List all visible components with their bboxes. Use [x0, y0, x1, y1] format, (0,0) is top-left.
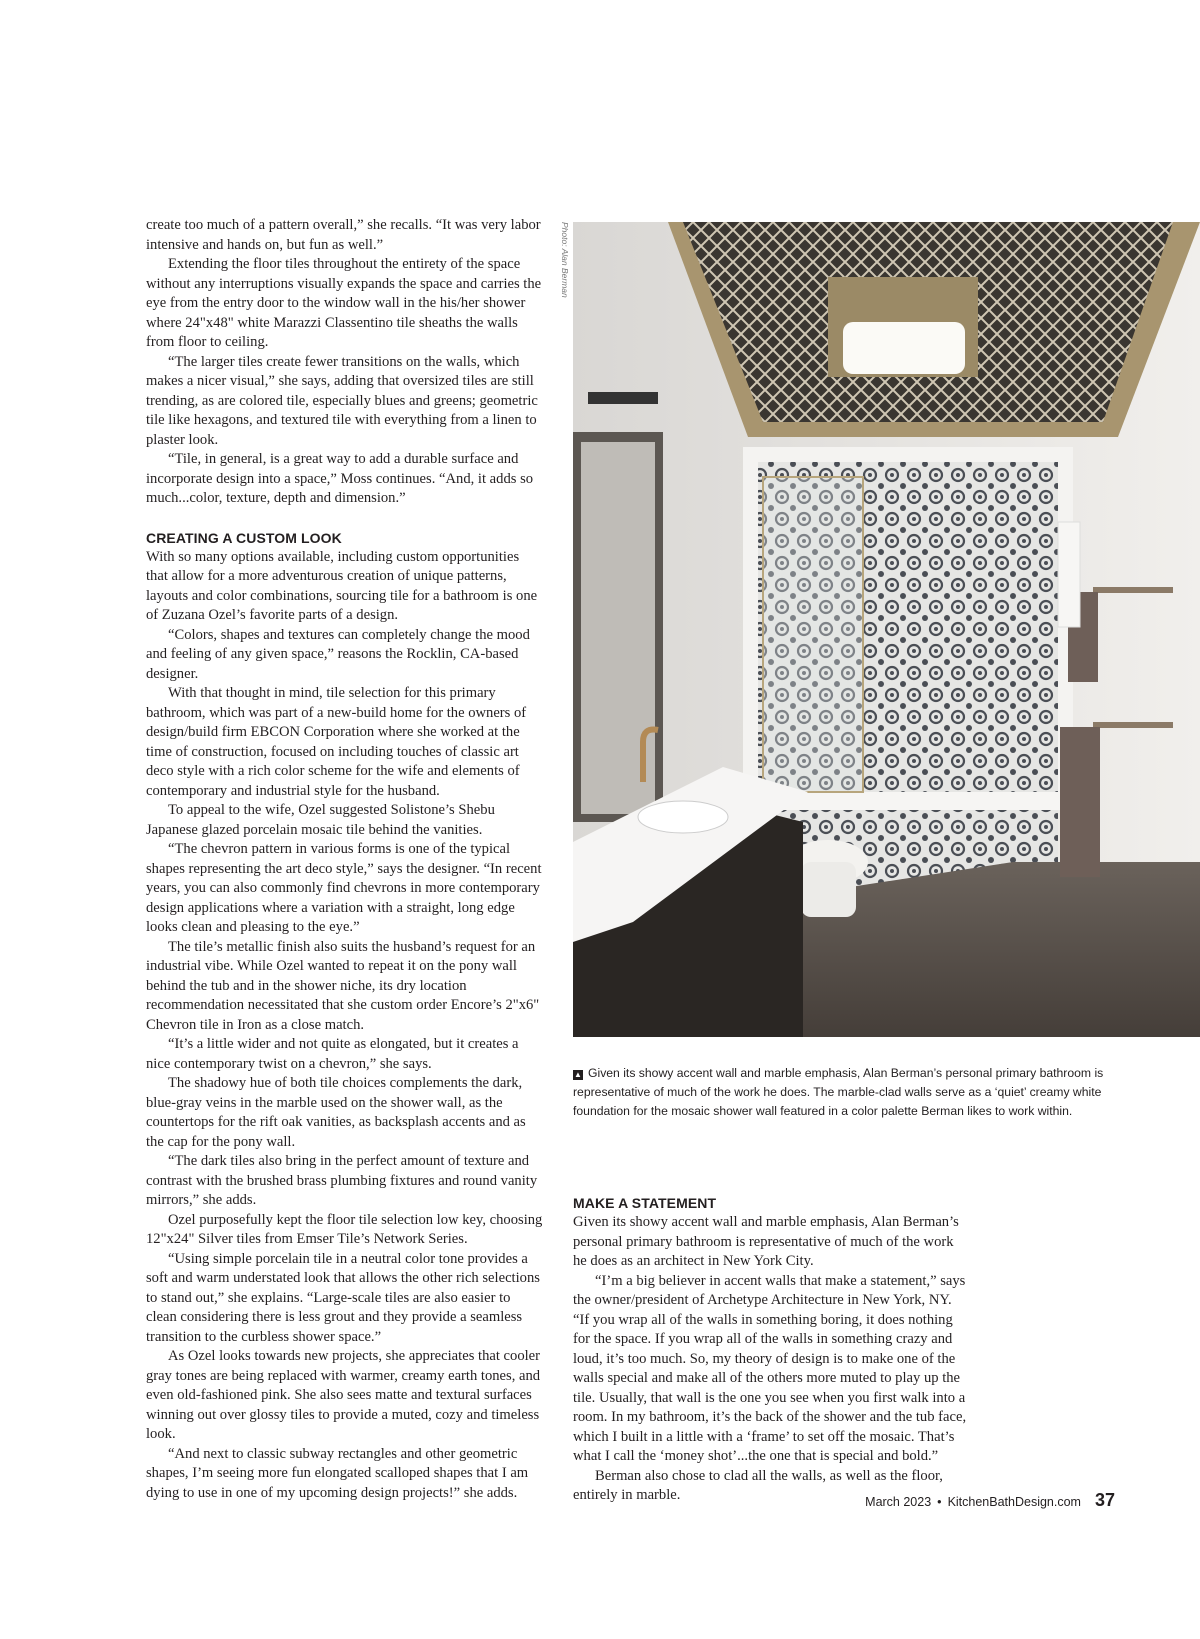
- arrow-up-icon: ▲: [574, 1070, 582, 1079]
- body-paragraph: “Tile, in general, is a great way to add a durable surface and incorporate design into a space,” Moss continues. “And, it adds so much...color, texture, depth and dimension.”: [146, 451, 534, 506]
- bathroom-photo: [573, 222, 1200, 1037]
- page-number: 37: [1094, 1490, 1115, 1510]
- sink: [638, 801, 728, 833]
- body-paragraph: “I’m a big believer in accent walls that make a statement,” says the owner/president of Archetype Architecture in New York, NY. “If you wrap all of the walls in something boring, it does nothing for the space. If you wrap all of the walls in something crazy and loud, it’s too much. So, my theory of design is to make one of the walls special and make all of the others more muted to play up the tile. Usually, that wall is the one you see when you first walk into a room. In my bathroom, it’s the back of the shower and the tub face, which I built in a little with a ‘frame’ to set off the mosaic. That’s what I call the ‘money shot’...the one that is special and bold.”: [573, 1272, 967, 1464]
- towel-bar: [1093, 587, 1173, 593]
- towel: [1060, 727, 1100, 877]
- body-paragraph: “And next to classic subway rectangles and other geometric shapes, I’m seeing more fun elongated scalloped shapes that I am dying to use in one of my upcoming design projects!” she adds.: [146, 1445, 529, 1501]
- ceiling-light: [843, 322, 965, 374]
- footer-separator: •: [937, 1495, 942, 1509]
- body-paragraph: “The chevron pattern in various forms is one of the typical shapes representing the art deco style,” says the designer. “In recent years, you can also commonly find chevrons in more contemporary design applications where a variation with a straight, long edge looks clean and pleasing to the eye.”: [146, 841, 542, 935]
- body-paragraph: “Colors, shapes and textures can completely change the mood and feeling of any given space,” reasons the Rocklin, CA-based designer.: [146, 626, 530, 682]
- glass-shower-door: [763, 477, 863, 792]
- body-paragraph: Extending the floor tiles throughout the entirety of the space without any interruptions visually expands the space and carries the eye from the entry door to the window wall in the his/her shower where 24"x48" white Marazzi Classentino tile sheaths the walls from floor to ceiling.: [146, 256, 542, 350]
- issue-date: March 2023: [865, 1495, 932, 1509]
- body-paragraph: Ozel purposefully kept the floor tile selection low key, choosing 12"x24" Silver tiles from Emser Tile’s Network Series.: [146, 1211, 543, 1247]
- page-footer: [865, 1490, 1115, 1511]
- body-paragraph: With so many options available, including custom opportunities that allow for a more adventurous creation of unique patterns, layouts and color combinations, sourcing tile for a bathroom is one of Zuzana Ozel’s favorite parts of a design.: [146, 548, 538, 623]
- right-column: [573, 1194, 970, 1506]
- body-paragraph: create too much of a pattern overall,” she recalls. “It was very labor intensive and hands on, but fun as well.”: [146, 217, 541, 253]
- body-paragraph: “Using simple porcelain tile in a neutral color tone provides a soft and warm understated look that allows the other rich selections to stand out,” she explains. “Large-scale tiles are also easier to clean considering there is less grout and they provide a seamless transition to the curbless shower space.”: [146, 1250, 540, 1345]
- body-paragraph: Berman also chose to clad all the walls, as well as the floor, entirely in marble.: [573, 1467, 943, 1503]
- section-heading: CREATING A CUSTOM LOOK: [146, 529, 342, 546]
- body-paragraph: As Ozel looks towards new projects, she appreciates that cooler gray tones are being replaced with warmer, creamy earth tones, and even old-fashioned pink. She also sees matte and textural surfaces winning out over glossy tiles to provide a muted, cozy and timeless look.: [146, 1348, 541, 1442]
- site-url: KitchenBathDesign.com: [947, 1495, 1081, 1509]
- body-paragraph: With that thought in mind, tile selection for this primary bathroom, which was part of a new-build home for the owners of design/build firm EBCON Corporation where she worked at the time of construction, focused on including touches of classic art deco style with a rich color scheme for the wife and elements of contemporary and industrial style for the husband.: [146, 685, 527, 799]
- sconce: [588, 392, 658, 404]
- body-paragraph: “The dark tiles also bring in the perfect amount of texture and contrast with the brushed brass plumbing fixtures and round vanity mirrors,” she adds.: [146, 1153, 538, 1208]
- shower-niche: [1058, 522, 1080, 627]
- body-paragraph: Given its showy accent wall and marble emphasis, Alan Berman’s personal primary bathroom is representative of much of the work he does as an architect in New York City.: [573, 1214, 959, 1269]
- photo-credit: Photo: Alan Berman: [560, 222, 570, 298]
- section-heading: MAKE A STATEMENT: [573, 1195, 717, 1211]
- body-paragraph: “It’s a little wider and not quite as elongated, but it creates a nice contemporary twist on a chevron,” she says.: [146, 1036, 519, 1072]
- body-paragraph: The shadowy hue of both tile choices complements the dark, blue-gray veins in the marble used on the shower wall, as the countertops for the rift oak vanities, as backsplash accents and as the cap for the pony wall.: [146, 1075, 526, 1150]
- body-paragraph: “The larger tiles create fewer transitions on the walls, which makes a nicer visual,” she says, adding that oversized tiles are still trending, as are colored tile, especially blues and greens; geometric tile like hexagons, and textured tile with everything from a linen to plaster look.: [146, 353, 538, 448]
- body-paragraph: To appeal to the wife, Ozel suggested Solistone’s Shebu Japanese glazed porcelain mosaic tile behind the vanities.: [146, 802, 495, 838]
- caption-text: Given its showy accent wall and marble emphasis, Alan Berman’s personal primary bathroom is representative of much of the work he does. The marble-clad walls serve as a ‘quiet’ creamy white foundation for the mosaic shower wall featured in a color palette Berman likes to work within.: [573, 1066, 1104, 1118]
- body-paragraph: The tile’s metallic finish also suits the husband’s request for an industrial vibe. While Ozel wanted to repeat it on the pony wall behind the tub and in the shower niche, its dry location recommendation necessitated that she custom order Encore’s 2"x6" Chevron tile in Iron as a close match.: [146, 938, 540, 1033]
- left-column: [146, 216, 543, 1503]
- photo-caption: [573, 1064, 1113, 1121]
